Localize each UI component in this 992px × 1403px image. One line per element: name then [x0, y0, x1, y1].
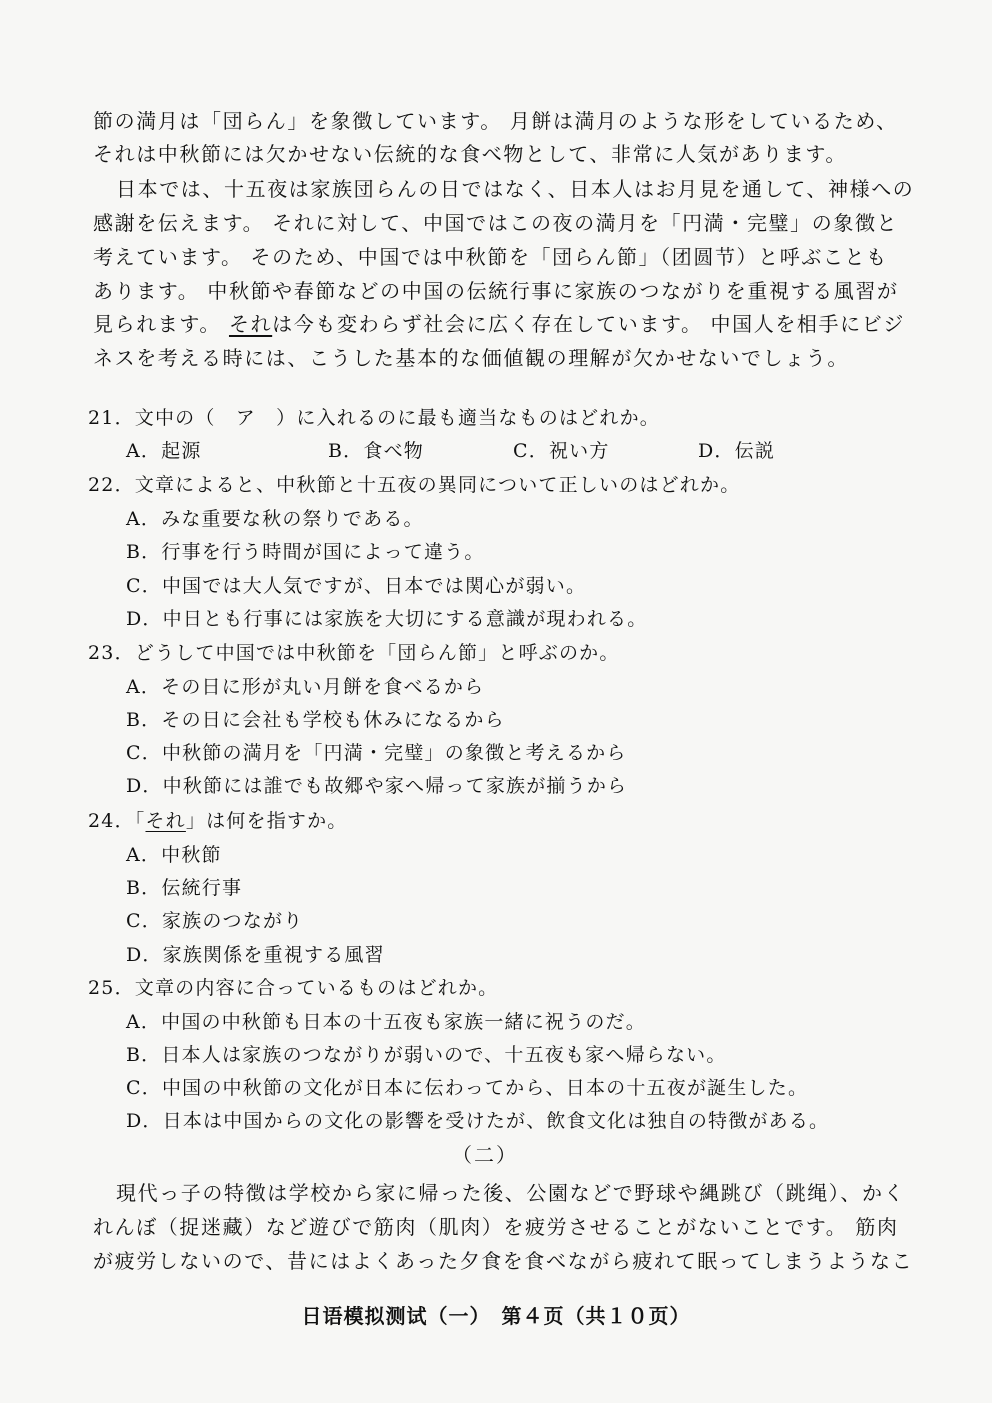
passage-line-7-rest: は今も変わらず社会に広く存在しています。 中国人を相手にビジ	[272, 312, 905, 336]
passage-line-5: 考えています。 そのため、中国では中秋節を「団らん節」（团圆节）と呼ぶことも	[93, 245, 888, 269]
section2-line-3: が疲労しないので、昔にはよくあった夕食を食べながら疲れて眠ってしまうようなこ	[93, 1249, 914, 1273]
page-footer: 日语模拟测试（一） 第４页（共１０页）	[301, 1304, 691, 1328]
question-number: 24．	[88, 810, 135, 832]
question-number: 21．	[88, 407, 135, 429]
question-text: 文中の（ ア ）に入れるのに最も適当なものはどれか。	[134, 407, 660, 429]
question-number: 23．	[88, 642, 135, 664]
question-text-close: 」は何を指すか。	[185, 810, 348, 832]
option-a[interactable]: A．みな重要な秋の祭りである。	[126, 508, 424, 530]
question-25	[88, 975, 498, 1001]
option-b[interactable]: B．食べ物	[328, 440, 424, 462]
section2-line-2: れんぼ（捉迷藏）など遊びで筋肉（肌肉）を疲労させることがないことです。 筋肉	[93, 1215, 899, 1239]
question-text-open: 「	[134, 810, 146, 832]
section2-line-1: 現代っ子の特徴は学校から家に帰った後、公園などで野球や縄跳び（跳绳）、かく	[116, 1181, 906, 1205]
passage-line-4: 感謝を伝えます。 それに対して、中国ではこの夜の満月を「円満・完璧」の象徴と	[93, 211, 899, 235]
passage-line-3: 日本では、十五夜は家族団らんの日ではなく、日本人はお月見を通して、神様への	[116, 177, 915, 201]
question-24	[88, 808, 348, 834]
underlined-sore: それ	[145, 810, 186, 832]
option-c[interactable]: C．家族のつながり	[126, 910, 304, 932]
option-c[interactable]: C．祝い方	[513, 440, 610, 462]
passage-line-2: それは中秋節には欠かせない伝統的な食べ物として、非常に人気があります。	[93, 142, 847, 166]
question-number: 22．	[88, 474, 135, 496]
option-b[interactable]: B．行事を行う時間が国によって違う。	[126, 541, 485, 563]
passage-line-1: 節の満月は「団らん」を象徴しています。 月餅は満月のような形をしているため、	[93, 109, 898, 133]
option-b[interactable]: B．日本人は家族のつながりが弱いので、十五夜も家へ帰らない。	[126, 1044, 727, 1066]
option-d[interactable]: D．中秋節には誰でも故郷や家へ帰って家族が揃うから	[126, 775, 628, 797]
underlined-sore: それ	[228, 312, 273, 336]
option-a[interactable]: A．中国の中秋節も日本の十五夜も家族一緒に祝うのだ。	[126, 1011, 646, 1033]
option-c[interactable]: C．中国の中秋節の文化が日本に伝わってから、日本の十五夜が誕生した。	[126, 1077, 809, 1099]
question-text: 文章の内容に合っているものはどれか。	[134, 977, 499, 999]
passage-line-7	[93, 311, 905, 337]
option-d[interactable]: D．中日とも行事には家族を大切にする意識が現われる。	[126, 608, 648, 630]
passage-line-8: ネスを考える時には、こうした基本的な価値観の理解が欠かせないでしょう。	[93, 346, 849, 370]
question-text: どうして中国では中秋節を「団らん節」と呼ぶのか。	[134, 642, 620, 664]
option-c[interactable]: C．中秋節の満月を「円満・完璧」の象徴と考えるから	[126, 742, 627, 764]
option-b[interactable]: B．伝統行事	[126, 877, 243, 899]
question-23	[88, 640, 620, 666]
passage-line-6: あります。 中秋節や春節などの中国の伝統行事に家族のつながりを重視する風習が	[93, 279, 899, 303]
question-21-options	[126, 438, 846, 464]
question-number: 25．	[88, 977, 135, 999]
option-a[interactable]: A．起源	[126, 440, 202, 462]
option-b[interactable]: B．その日に会社も学校も休みになるから	[126, 709, 505, 731]
question-21	[88, 405, 660, 431]
passage-line-7-start: 見られます。	[93, 312, 221, 336]
option-a[interactable]: A．その日に形が丸い月餅を食べるから	[126, 676, 485, 698]
option-a[interactable]: A．中秋節	[126, 844, 222, 866]
option-d[interactable]: D．家族関係を重視する風習	[126, 944, 385, 966]
option-d[interactable]: D．日本は中国からの文化の影響を受けたが、飲食文化は独自の特徴がある。	[126, 1110, 830, 1132]
section-heading: （二）	[452, 1143, 518, 1167]
option-c[interactable]: C．中国では大人気ですが、日本では関心が弱い。	[126, 575, 587, 597]
question-text: 文章によると、中秋節と十五夜の異同について正しいのはどれか。	[134, 474, 741, 496]
option-d[interactable]: D．伝説	[698, 440, 776, 462]
question-22	[88, 472, 740, 498]
